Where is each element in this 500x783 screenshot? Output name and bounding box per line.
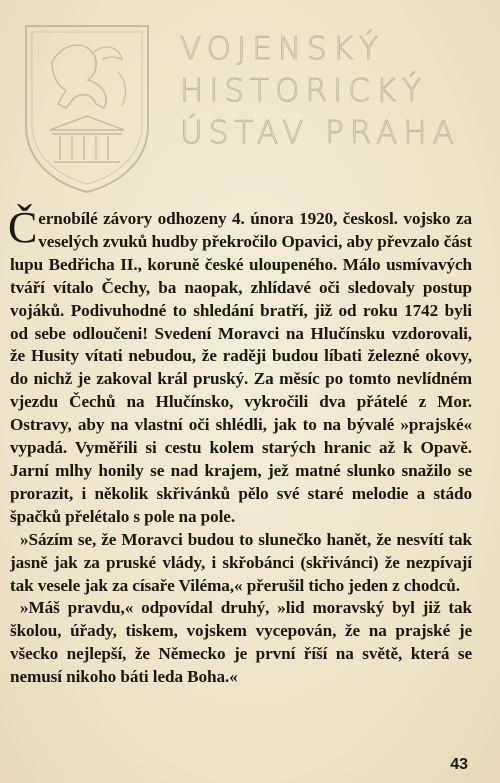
library-watermark	[18, 18, 498, 198]
drop-cap: Č	[8, 203, 38, 252]
paragraph-1	[8, 203, 472, 529]
article-body	[8, 203, 472, 689]
shield-emblem-icon	[22, 22, 152, 194]
paragraph-2: »Sázím se, že Moravci budou to slunečko hanět, že nesvítí tak jasně jak za pruské vlády, i skřobánci (skřivánci) že nezpívají tak vesele jak za císaře Viléma,« přerušil ticho jeden z chodců.	[10, 529, 472, 595]
watermark-line-1: VOJENSKÝ	[180, 31, 384, 67]
page-number: 43	[450, 756, 468, 773]
paragraph-1-text: ernobílé závory odhozeny 4. února 1920, českosl. vojsko za veselých zvuků hudby překročilo Opavici, aby převzalo část lupu Bedřicha II., koruně české uloupeného. Málo usmívavých tváří vítalo Čechy, ba naopak, zhlídavé oči sledovaly postup vojáků. Podivuhodné to shledání bratří, již od roku 1742 byli od sebe odloučeni! Svedení Moravci na Hlučínsku vzdorovali, že Husity vítati nebudou, že raději budou líbati železné okovy, do nichž je zakoval král pruský. Za měsíc po tomto nevlídném vjezdu Čechů na Hlučínsko, vykročili dva přátelé z Mor. Ostravy, aby na vlastní oči shlédli, jak to na bývalé »prajské« vypadá. Vyměřili si cestu kolem starých hranic až k Opavě. Jarní mlhy honily se nad krajem, jež matné slunko snažilo se prorazit, i několik skřivánků pělo své staré melodie a stádo špačků přelétalo s pole na pole.	[10, 209, 472, 526]
paragraph-3: »Máš pravdu,« odpovídal druhý, »lid moravský byl již tak školou, úřady, tiskem, vojskem vycepován, že na prajské je všecko nejlepší, že Německo je první říší na světě, která se nemusí nikoho báti leda Boha.«	[10, 598, 472, 687]
watermark-line-3: ÚSTAV PRAHA	[180, 115, 460, 151]
watermark-line-2: HISTORICKÝ	[180, 73, 428, 109]
